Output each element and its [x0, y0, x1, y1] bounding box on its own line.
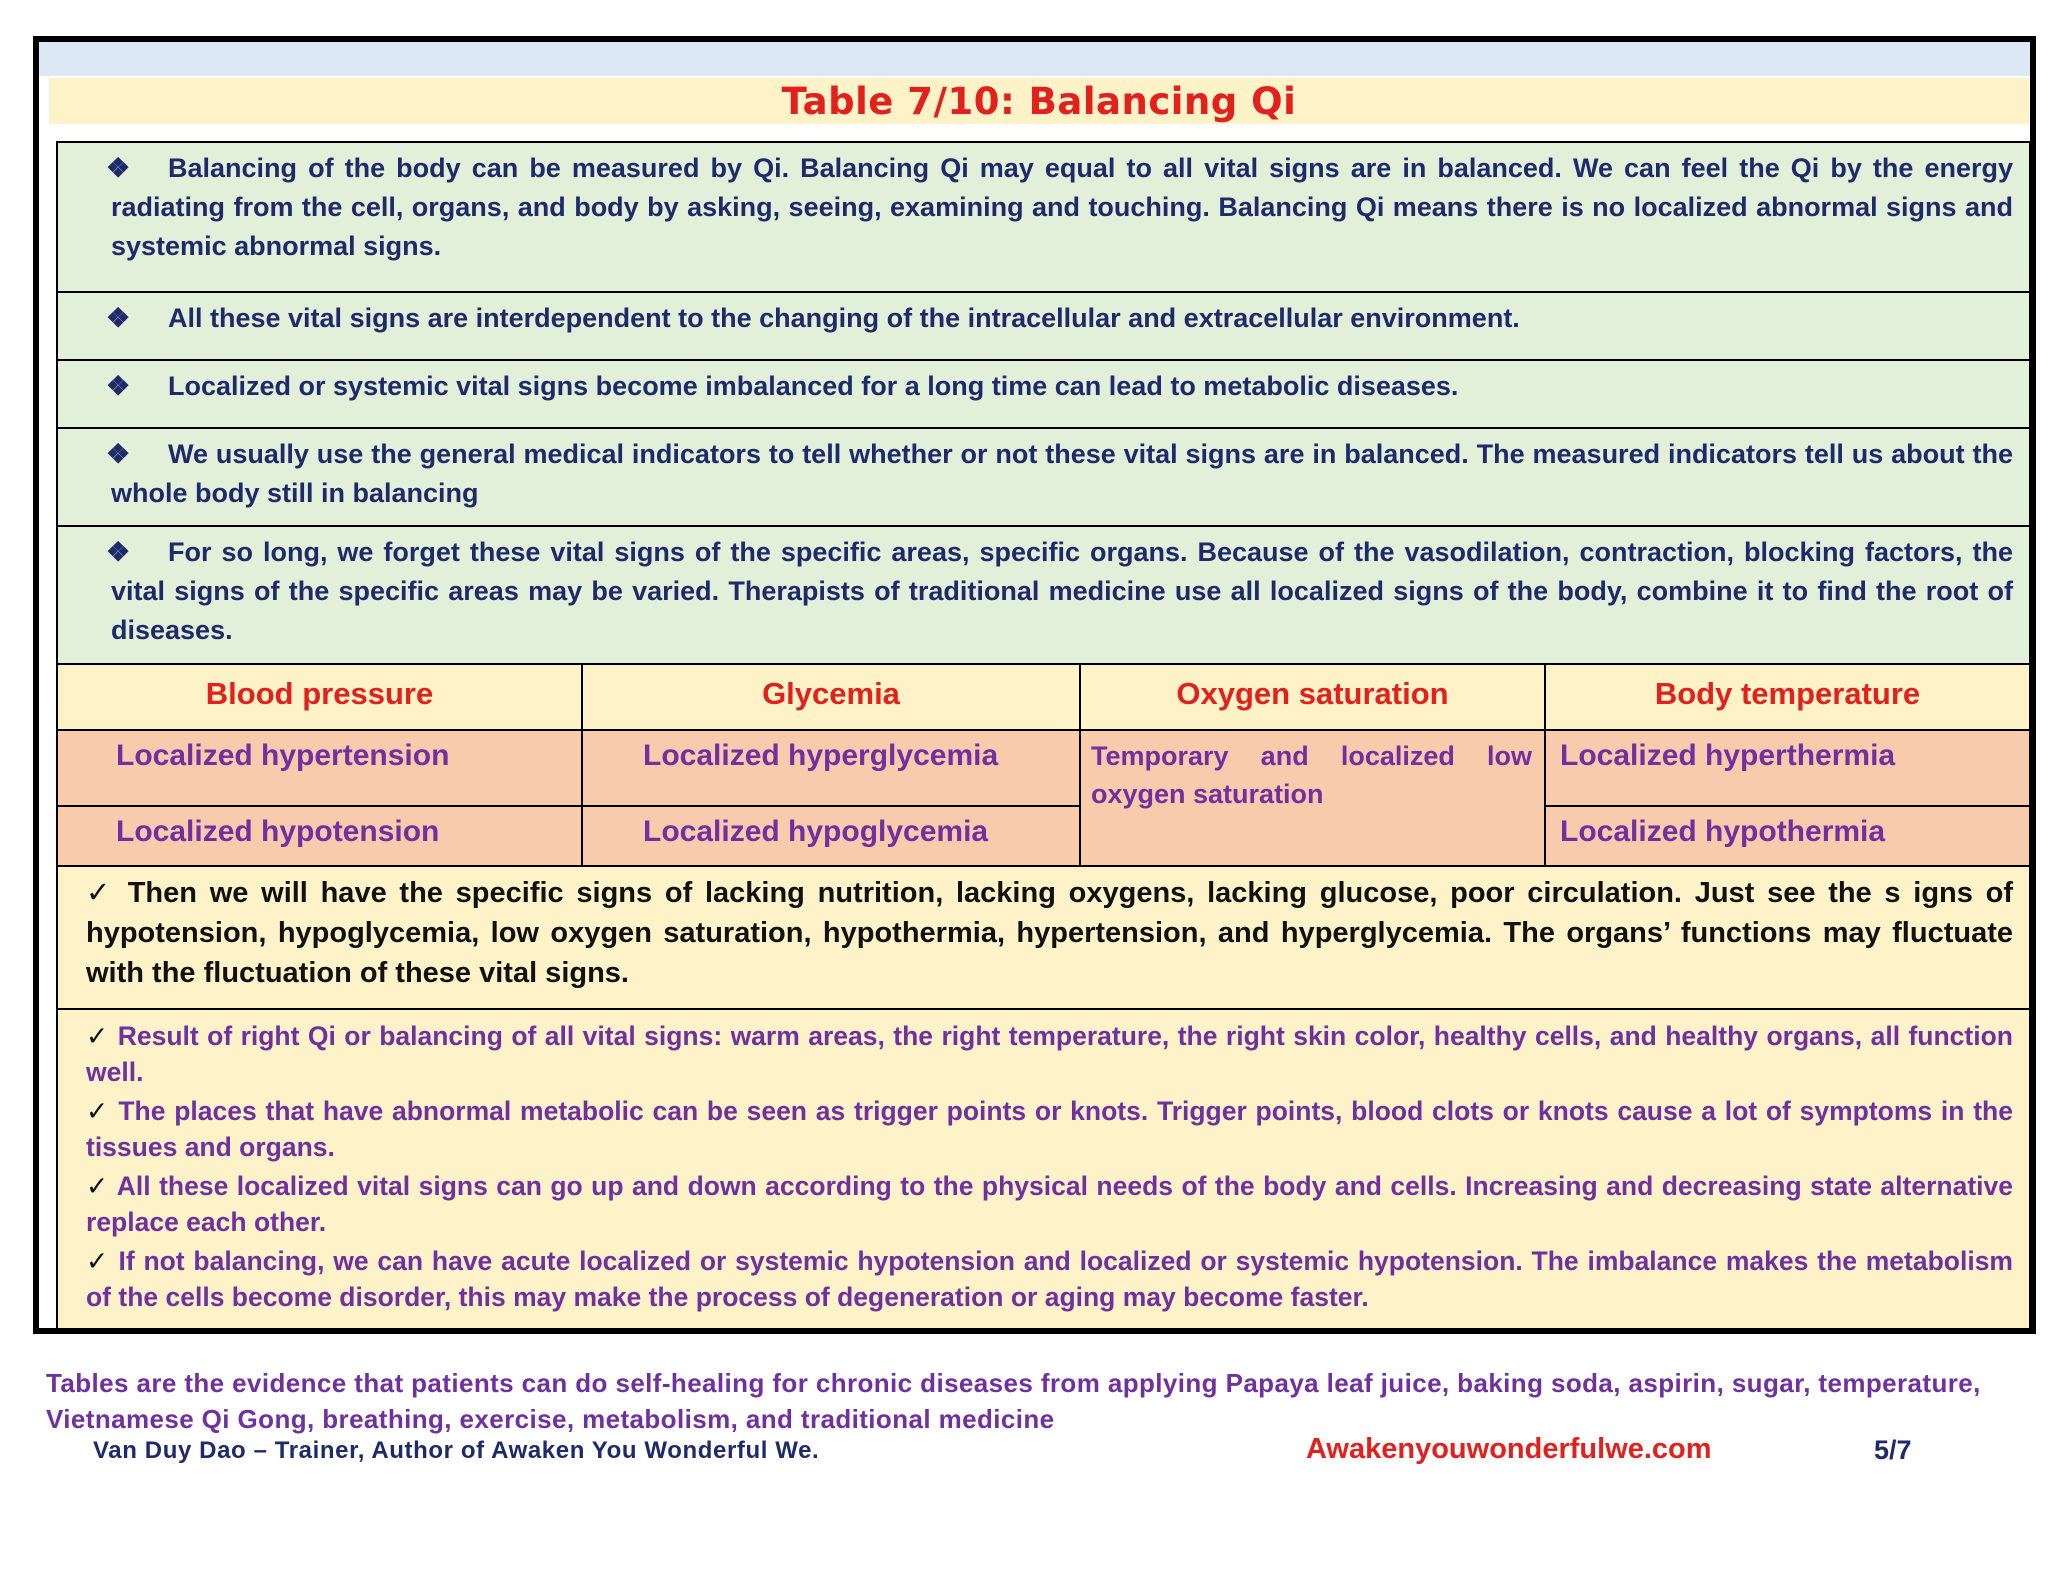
intro-row — [57, 428, 2030, 526]
sign-localized-hypotension: Localized hypotension — [57, 806, 582, 866]
title-bar — [49, 78, 2029, 124]
sign-localized-hypothermia: Localized hypothermia — [1545, 806, 2030, 866]
results-row — [57, 1009, 2030, 1329]
author-credit: Van Duy Dao – Trainer, Author of Awaken You Wonderful We. — [93, 1437, 820, 1464]
intro-text: We usually use the general medical indicators to tell whether or not these vital signs are in balanced. The measured indicators tell us about the whole body still in balancing — [111, 439, 2013, 508]
table-title: Table 7/10: Balancing Qi — [781, 79, 1297, 123]
bullet-icon: ❖ — [106, 537, 131, 567]
intro-text: All these vital signs are interdependent to the changing of the intracellular and extracellular environment. — [168, 303, 1520, 333]
website-link[interactable]: Awakenyouwonderfulwe.com — [1306, 1433, 1712, 1465]
intro-row — [57, 142, 2030, 292]
top-band — [39, 42, 2030, 76]
checkmark-icon: ✓ — [86, 1246, 110, 1276]
signs-row-high — [57, 730, 2030, 806]
balancing-qi-table — [56, 141, 2031, 1330]
checkmark-icon: ✓ — [86, 877, 115, 909]
checkmark-icon: ✓ — [86, 1096, 110, 1126]
intro-row — [57, 526, 2030, 664]
intro-text: For so long, we forget these vital signs of the specific areas, specific organs. Because of the vasodilation, contraction, blocking factors, the vital signs of the specific areas may be varied. Therapists of traditional medicine use all localized signs of the body, combine it to find the root of diseases. — [111, 537, 2013, 645]
result-item: ✓ Result of right Qi or balancing of all vital signs: warm areas, the right temperature, the right skin color, healthy cells, and healthy organs, all function well. — [86, 1021, 2013, 1087]
result-item: ✓ If not balancing, we can have acute localized or systemic hypotension and localized or systemic hypotension. The imbalance makes the metabolism of the cells become disorder, this may make the process of degeneration or aging may become faster. — [86, 1246, 2013, 1312]
sign-localized-hyperthermia: Localized hyperthermia — [1545, 730, 2030, 806]
summary-row — [57, 866, 2030, 1009]
intro-cell — [57, 360, 2030, 428]
bullet-icon: ❖ — [106, 303, 131, 333]
summary-text: Then we will have the specific signs of lacking nutrition, lacking oxygens, lacking glucose, poor circulation. Just see the s igns of hypotension, hypoglycemia, low oxygen saturation, hypothermia, hypertension, and hyperglycemia. The organs’ functions may fluctuate with the fluctuation of these vital signs. — [86, 877, 2013, 989]
column-header-body-temperature: Body temperature — [1545, 664, 2030, 730]
column-header-glycemia: Glycemia — [582, 664, 1080, 730]
sign-localized-hypertension: Localized hypertension — [57, 730, 582, 806]
intro-cell — [57, 292, 2030, 360]
page-number: 5/7 — [1874, 1435, 1912, 1465]
column-header-oxygen-saturation: Oxygen saturation — [1080, 664, 1545, 730]
footer-note: Tables are the evidence that patients can do self-healing for chronic diseases from applying Papaya leaf juice, baking soda, aspirin, sugar, temperature, Vietnamese Qi Gong, breathing, exercise, metabolism, and traditional medicine — [46, 1368, 1981, 1434]
sign-localized-hyperglycemia: Localized hyperglycemia — [582, 730, 1080, 806]
results-cell — [57, 1009, 2030, 1329]
intro-cell — [57, 428, 2030, 526]
checkmark-icon: ✓ — [86, 1021, 110, 1051]
column-header-blood-pressure: Blood pressure — [57, 664, 582, 730]
intro-row — [57, 360, 2030, 428]
sign-localized-hypoglycemia: Localized hypoglycemia — [582, 806, 1080, 866]
result-item: ✓ The places that have abnormal metabolic can be seen as trigger points or knots. Trigger points, blood clots or knots cause a lot of symptoms in the tissues and organs. — [86, 1096, 2013, 1162]
intro-text: Balancing of the body can be measured by Qi. Balancing Qi may equal to all vital signs are in balanced. We can feel the Qi by the energy radiating from the cell, organs, and body by asking, seeing, examining and touching. Balancing Qi means there is no localized abnormal signs and systemic abnormal signs. — [111, 153, 2013, 261]
result-item: ✓ All these localized vital signs can go up and down according to the physical needs of the body and cells. Increasing and decreasing state alternative replace each other. — [86, 1171, 2013, 1237]
summary-cell — [57, 866, 2030, 1009]
intro-row — [57, 292, 2030, 360]
bullet-icon: ❖ — [106, 153, 131, 183]
intro-text: Localized or systemic vital signs become imbalanced for a long time can lead to metabolic diseases. — [168, 371, 1459, 401]
column-header-row — [57, 664, 2030, 730]
intro-cell — [57, 526, 2030, 664]
document-frame — [33, 36, 2036, 1334]
bullet-icon: ❖ — [106, 371, 131, 401]
sign-low-oxygen-saturation: Temporary and localized low oxygen saturation — [1080, 730, 1545, 866]
checkmark-icon: ✓ — [86, 1171, 110, 1201]
signs-row-low — [57, 806, 2030, 866]
bullet-icon: ❖ — [106, 439, 131, 469]
intro-cell — [57, 142, 2030, 292]
